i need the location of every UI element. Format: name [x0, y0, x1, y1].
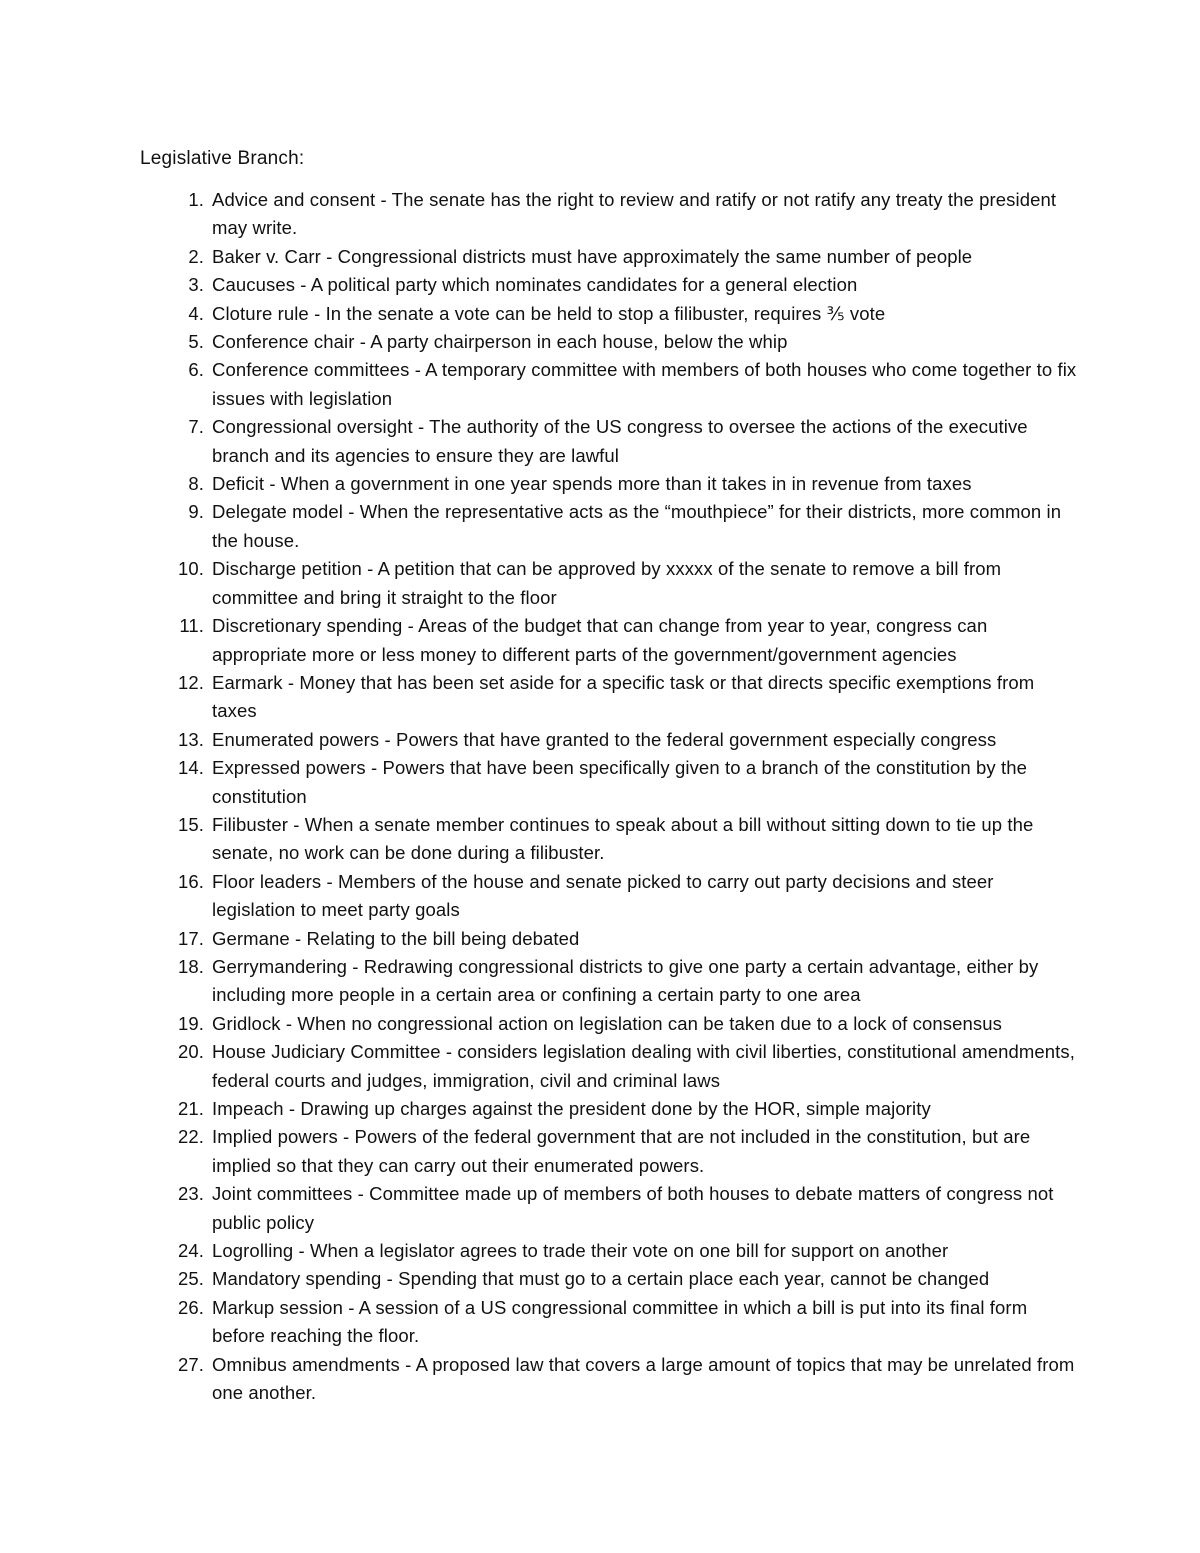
item-text: Implied powers - Powers of the federal government that are not included in the constitution, but are implied so that they can carry out their enumerated powers. — [212, 1126, 1031, 1176]
item-number: 13 . — [158, 726, 204, 754]
item-text: Earmark - Money that has been set aside for a specific task or that directs specific exemptions from taxes — [212, 671, 1035, 722]
item-number: 4 . — [158, 300, 204, 328]
item-number: 10 . — [158, 555, 204, 583]
list-item — [0, 186, 1200, 243]
list-item — [0, 1180, 1200, 1237]
item-number: 22 . — [158, 1123, 204, 1151]
item-text: Gridlock - When no congressional action on legislation can be taken due to a lock of consensus — [212, 1012, 1002, 1034]
list-item — [0, 328, 1200, 356]
item-text: Baker v. Carr - Congressional districts must have approximately the same number of people — [212, 245, 973, 267]
list-item — [0, 811, 1200, 868]
list-item — [0, 300, 1200, 328]
item-number: 2 . — [158, 243, 204, 271]
item-number: 7 . — [158, 413, 204, 441]
item-number: 8 . — [158, 470, 204, 498]
list-item — [0, 1237, 1200, 1265]
item-text: Expressed powers - Powers that have been specifically given to a branch of the constitution by the constitution — [212, 757, 1028, 807]
item-text: Filibuster - When a senate member continues to speak about a bill without sitting down to tie up the senate, no work can be done during a filibuster. — [212, 813, 1034, 864]
item-text: Logrolling - When a legislator agrees to trade their vote on one bill for support on another — [212, 1240, 949, 1262]
list-item — [0, 1351, 1200, 1408]
item-number: 5 . — [158, 328, 204, 356]
item-text: Conference committees - A temporary committee with members of both houses who come together to fix issues with legislation — [212, 359, 1077, 409]
item-text: Joint committees - Committee made up of members of both houses to debate matters of congress not public policy — [212, 1183, 1054, 1233]
list-item — [0, 498, 1200, 555]
item-number: 16 . — [158, 868, 204, 896]
item-text: Floor leaders - Members of the house and senate picked to carry out party decisions and steer legislation to meet party goals — [212, 870, 994, 921]
item-number: 15 . — [158, 811, 204, 839]
page-heading: Legislative Branch: — [140, 148, 305, 169]
item-text: Mandatory spending - Spending that must go to a certain place each year, cannot be changed — [212, 1268, 990, 1290]
item-text: Conference chair - A party chairperson in each house, below the whip — [212, 331, 788, 353]
item-text: Discretionary spending - Areas of the budget that can change from year to year, congress can appropriate more or less money to different parts of the government/government agencies — [212, 615, 988, 665]
list-item — [0, 754, 1200, 811]
item-text: Impeach - Drawing up charges against the president done by the HOR, simple majority — [212, 1098, 931, 1119]
list-item — [0, 612, 1200, 669]
item-text: Gerrymandering - Redrawing congressional districts to give one party a certain advantage, either by including more people in a certain area or confining a certain party to one area — [212, 955, 1039, 1006]
list-item — [0, 1123, 1200, 1180]
item-number: 17 . — [158, 925, 204, 953]
list-item — [0, 1294, 1200, 1351]
list-item — [0, 1095, 1200, 1123]
list-item — [0, 1038, 1200, 1095]
item-text: Enumerated powers - Powers that have granted to the federal government especially congress — [212, 728, 997, 750]
list-item — [0, 271, 1200, 299]
list-item — [0, 953, 1200, 1010]
item-number: 23 . — [158, 1180, 204, 1208]
item-number: 26 . — [158, 1294, 204, 1322]
item-number: 27 . — [158, 1351, 204, 1379]
item-text: Omnibus amendments - A proposed law that covers a large amount of topics that may be unrelated from one another. — [212, 1353, 1075, 1404]
item-text: Markup session - A session of a US congressional committee in which a bill is put into its final form before reaching the floor. — [212, 1296, 1028, 1347]
item-number: 24 . — [158, 1237, 204, 1265]
list-item — [0, 925, 1200, 953]
item-number: 14 . — [158, 754, 204, 782]
item-number: 3 . — [158, 271, 204, 299]
item-text: Discharge petition - A petition that can be approved by xxxxx of the senate to remove a bill from committee and bring it straight to the floor — [212, 558, 1002, 608]
item-number: 9 . — [158, 498, 204, 526]
item-number: 25 . — [158, 1265, 204, 1293]
item-text: Advice and consent - The senate has the right to review and ratify or not ratify any treaty the president may write. — [212, 189, 1057, 239]
item-text: Deficit - When a government in one year spends more than it takes in in revenue from taxes — [212, 473, 972, 495]
item-text: Germane - Relating to the bill being debated — [212, 927, 580, 949]
list-item — [0, 1010, 1200, 1038]
list-item — [0, 1265, 1200, 1293]
list-item — [0, 470, 1200, 498]
list-item — [0, 243, 1200, 271]
item-number: 21 . — [158, 1095, 204, 1123]
definition-list — [0, 186, 1200, 1407]
list-item — [0, 868, 1200, 925]
list-item — [0, 726, 1200, 754]
item-number: 20 . — [158, 1038, 204, 1066]
list-item — [0, 413, 1200, 470]
item-text: Congressional oversight - The authority of the US congress to oversee the actions of the executive branch and its agencies to ensure they are lawful — [212, 416, 1028, 466]
item-text: Delegate model - When the representative acts as the “mouthpiece” for their districts, more common in the house. — [212, 501, 1062, 551]
item-number: 6 . — [158, 356, 204, 384]
item-text: House Judiciary Committee - considers legislation dealing with civil liberties, constitutional amendments, federal courts and judges, immigration, civil and criminal laws — [212, 1041, 1076, 1091]
list-item — [0, 669, 1200, 726]
item-number: 11 . — [158, 612, 204, 640]
list-item — [0, 356, 1200, 413]
item-number: 18 . — [158, 953, 204, 981]
item-number: 19 . — [158, 1010, 204, 1038]
item-text: Caucuses - A political party which nominates candidates for a general election — [212, 274, 858, 296]
item-number: 1 . — [158, 186, 204, 214]
list-item — [0, 555, 1200, 612]
item-number: 12 . — [158, 669, 204, 697]
item-text: Cloture rule - In the senate a vote can be held to stop a filibuster, requires ⅗ vote — [212, 302, 886, 324]
